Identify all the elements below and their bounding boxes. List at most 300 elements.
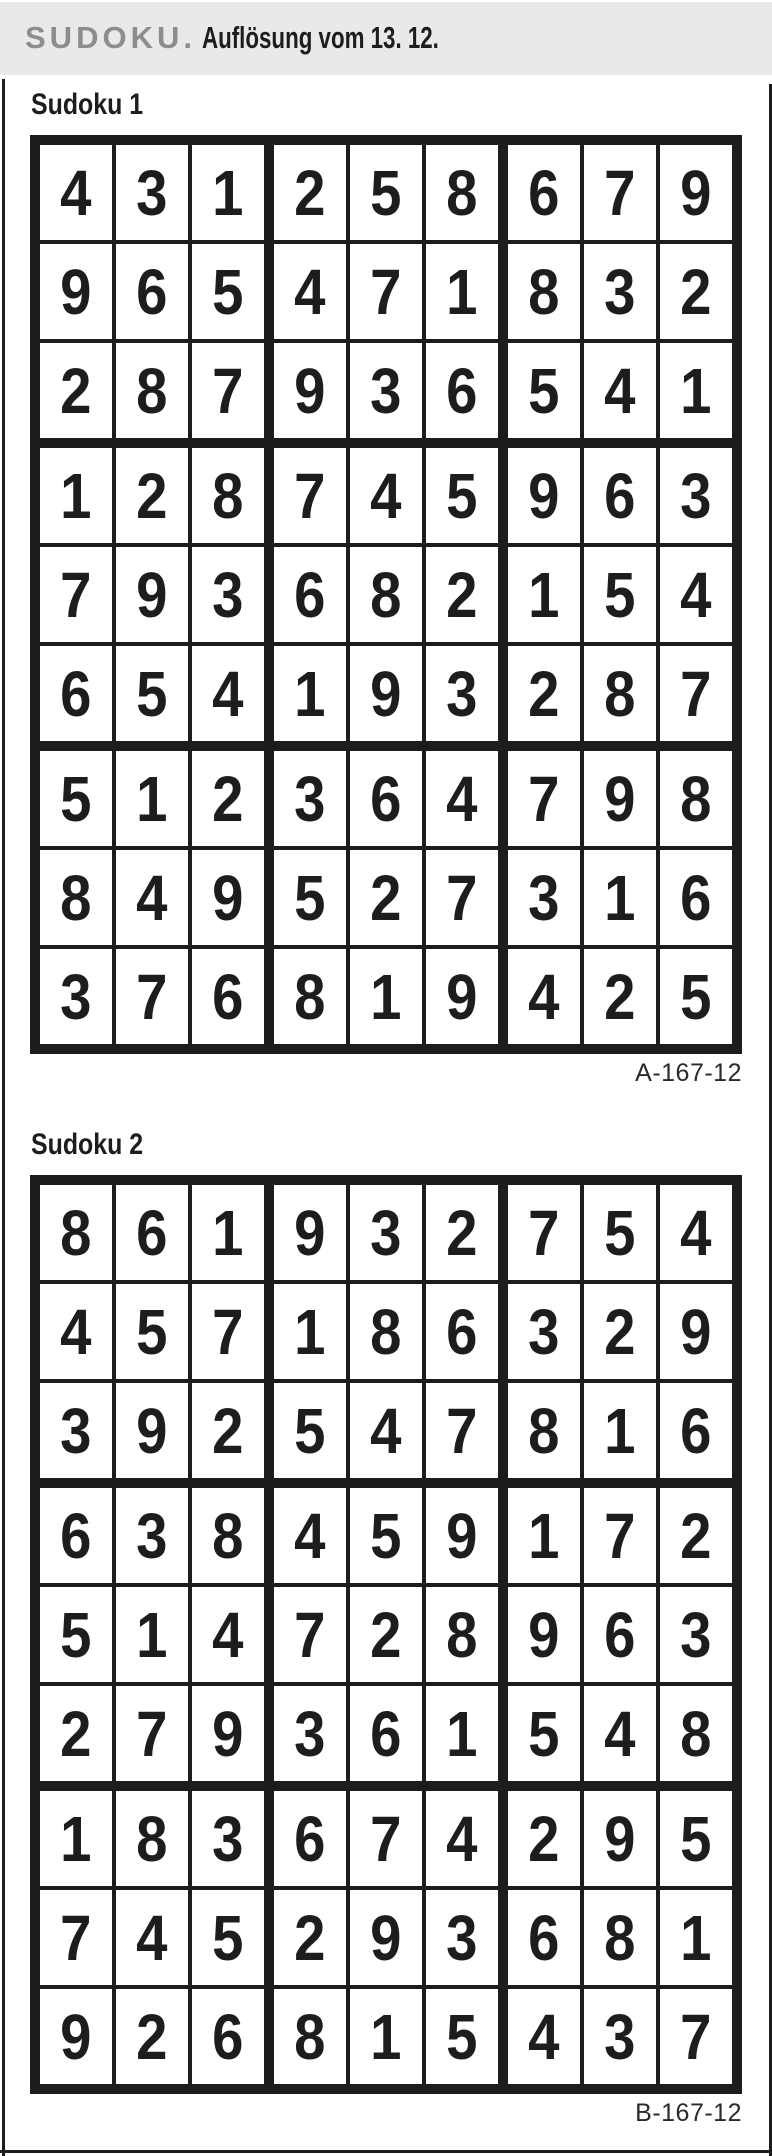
cell-digit: 9: [60, 255, 92, 328]
sudoku-cell: [660, 1185, 732, 1280]
cell-digit: 6: [446, 1295, 478, 1368]
sudoku-cell: [350, 1488, 422, 1583]
sudoku-cell: [660, 1686, 732, 1781]
sudoku-cell: [116, 343, 188, 438]
sudoku-cell: [584, 1989, 656, 2084]
sudoku-cell: [350, 751, 422, 846]
sudoku-block: [40, 751, 264, 1044]
sudoku-cell: [274, 244, 346, 339]
sudoku-cell: [192, 1890, 264, 1985]
sudoku-grid-2: [30, 1175, 742, 2094]
cell-digit: 2: [604, 960, 636, 1033]
cell-digit: 3: [294, 1697, 326, 1770]
sudoku-block: [40, 448, 264, 741]
cell-digit: 2: [680, 1499, 712, 1572]
sudoku-cell: [192, 448, 264, 543]
sudoku-cell: [426, 1488, 498, 1583]
cell-digit: 1: [212, 1196, 244, 1269]
cell-digit: 9: [212, 861, 244, 934]
cell-digit: 7: [136, 1697, 168, 1770]
sudoku-cell: [660, 1284, 732, 1379]
sudoku-block: [508, 448, 732, 741]
cell-digit: 5: [294, 1394, 326, 1467]
sudoku-cell: [584, 1686, 656, 1781]
sudoku-cell: [40, 1284, 112, 1379]
cell-digit: 3: [528, 1295, 560, 1368]
sudoku-cell: [350, 244, 422, 339]
sudoku-cell: [192, 145, 264, 240]
cell-digit: 7: [528, 1196, 560, 1269]
sudoku-cell: [116, 1284, 188, 1379]
sudoku-cell: [350, 1284, 422, 1379]
cell-digit: 3: [212, 1802, 244, 1875]
cell-digit: 8: [136, 1802, 168, 1875]
cell-digit: 6: [60, 1499, 92, 1572]
sudoku-cell: [40, 1890, 112, 1985]
sudoku-cell: [426, 949, 498, 1044]
sudoku-cell: [40, 1686, 112, 1781]
cell-digit: 3: [604, 2000, 636, 2073]
sudoku-cell: [508, 244, 580, 339]
sudoku-cell: [660, 751, 732, 846]
cell-digit: 1: [212, 156, 244, 229]
cell-digit: 2: [446, 1196, 478, 1269]
sudoku-cell: [274, 751, 346, 846]
sudoku-block: [508, 1488, 732, 1781]
sudoku-cell: [584, 1284, 656, 1379]
cell-digit: 1: [446, 255, 478, 328]
cell-digit: 1: [294, 657, 326, 730]
sudoku-cell: [660, 448, 732, 543]
cell-digit: 5: [136, 1295, 168, 1368]
solution-headline: Auflösung vom 13. 12.: [201, 20, 439, 55]
cell-digit: 2: [370, 1598, 402, 1671]
cell-digit: 2: [136, 2000, 168, 2073]
cell-digit: 7: [680, 2000, 712, 2073]
sudoku-cell: [192, 1989, 264, 2084]
sudoku-cell: [584, 145, 656, 240]
cell-digit: 8: [370, 558, 402, 631]
cell-digit: 6: [528, 1901, 560, 1974]
cell-digit: 9: [528, 459, 560, 532]
cell-digit: 9: [136, 1394, 168, 1467]
cell-digit: 5: [604, 1196, 636, 1269]
sudoku-cell: [40, 448, 112, 543]
sudoku-cell: [426, 1989, 498, 2084]
cell-digit: 3: [370, 1196, 402, 1269]
cell-digit: 7: [136, 960, 168, 1033]
sudoku-cell: [426, 145, 498, 240]
sudoku-cell: [350, 1791, 422, 1886]
sudoku-cell: [508, 1284, 580, 1379]
cell-digit: 6: [370, 762, 402, 835]
cell-digit: 9: [604, 762, 636, 835]
cell-digit: 3: [446, 1901, 478, 1974]
cell-digit: 8: [446, 156, 478, 229]
cell-digit: 2: [136, 459, 168, 532]
cell-digit: 9: [446, 960, 478, 1033]
sudoku-cell: [274, 145, 346, 240]
page-title: [25, 22, 531, 53]
cell-digit: 9: [370, 1901, 402, 1974]
sudoku-cell: [274, 646, 346, 741]
cell-digit: 3: [528, 861, 560, 934]
sudoku-block: [274, 145, 498, 438]
cell-digit: 2: [370, 861, 402, 934]
cell-digit: 8: [680, 1697, 712, 1770]
sudoku-cell: [192, 1686, 264, 1781]
sudoku-cell: [584, 343, 656, 438]
sudoku-cell: [584, 1890, 656, 1985]
sudoku-cell: [40, 646, 112, 741]
sudoku-cell: [660, 343, 732, 438]
sudoku-cell: [350, 1686, 422, 1781]
sudoku-cell: [584, 1383, 656, 1478]
sudoku-cell: [426, 1587, 498, 1682]
cell-digit: 2: [604, 1295, 636, 1368]
sudoku-cell: [508, 949, 580, 1044]
sudoku-cell: [350, 1185, 422, 1280]
cell-digit: 1: [60, 1802, 92, 1875]
header-bar: [0, 2, 772, 75]
cell-digit: 9: [446, 1499, 478, 1572]
sudoku-cell: [350, 547, 422, 642]
sudoku-cell: [274, 1791, 346, 1886]
sudoku-cell: [426, 850, 498, 945]
cell-digit: 3: [136, 1499, 168, 1572]
sudoku-cell: [584, 1791, 656, 1886]
cell-digit: 6: [604, 1598, 636, 1671]
cell-digit: 7: [446, 1394, 478, 1467]
cell-digit: 1: [680, 1901, 712, 1974]
cell-digit: 3: [60, 960, 92, 1033]
cell-digit: 5: [60, 762, 92, 835]
sudoku-cell: [274, 1686, 346, 1781]
cell-digit: 1: [60, 459, 92, 532]
cell-digit: 5: [680, 1802, 712, 1875]
sudoku-cell: [660, 1488, 732, 1583]
cell-digit: 8: [212, 459, 244, 532]
cell-digit: 4: [446, 762, 478, 835]
cell-digit: 9: [136, 558, 168, 631]
sudoku-cell: [40, 145, 112, 240]
cell-digit: 7: [212, 354, 244, 427]
sudoku-cell: [192, 1383, 264, 1478]
sudoku-cell: [116, 949, 188, 1044]
sudoku-cell: [274, 448, 346, 543]
sudoku-cell: [274, 1284, 346, 1379]
sudoku-cell: [350, 1383, 422, 1478]
cell-digit: 1: [136, 762, 168, 835]
cell-digit: 4: [294, 1499, 326, 1572]
cell-digit: 4: [528, 960, 560, 1033]
column-rule-left: [2, 79, 5, 2156]
sudoku-cell: [584, 1185, 656, 1280]
cell-digit: 4: [370, 459, 402, 532]
cell-digit: 7: [604, 1499, 636, 1572]
cell-digit: 5: [446, 459, 478, 532]
cell-digit: 3: [446, 657, 478, 730]
sudoku-cell: [116, 751, 188, 846]
cell-digit: 4: [212, 657, 244, 730]
cell-digit: 2: [446, 558, 478, 631]
cell-digit: 7: [60, 558, 92, 631]
sudoku-cell: [192, 751, 264, 846]
cell-digit: 4: [528, 2000, 560, 2073]
sudoku-cell: [660, 547, 732, 642]
cell-digit: 7: [604, 156, 636, 229]
sudoku-block: [40, 1791, 264, 2084]
sudoku-cell: [40, 1185, 112, 1280]
sudoku-cell: [192, 1284, 264, 1379]
column-rule-bottom: [0, 2150, 772, 2153]
cell-digit: 3: [60, 1394, 92, 1467]
sudoku-block: [508, 1185, 732, 1478]
cell-digit: 5: [370, 1499, 402, 1572]
cell-digit: 7: [212, 1295, 244, 1368]
cell-digit: 2: [212, 762, 244, 835]
cell-digit: 7: [60, 1901, 92, 1974]
cell-digit: 4: [680, 1196, 712, 1269]
sudoku-cell: [426, 1383, 498, 1478]
cell-digit: 1: [528, 558, 560, 631]
sudoku-cell: [660, 1989, 732, 2084]
sudoku-cell: [116, 244, 188, 339]
sudoku-cell: [508, 751, 580, 846]
cell-digit: 2: [680, 255, 712, 328]
cell-digit: 4: [680, 558, 712, 631]
sudoku-cell: [116, 646, 188, 741]
cell-digit: 9: [680, 156, 712, 229]
sudoku-2-caption: B-167-12: [635, 2099, 742, 2127]
cell-digit: 8: [528, 255, 560, 328]
cell-digit: 8: [212, 1499, 244, 1572]
cell-digit: 6: [60, 657, 92, 730]
sudoku-cell: [192, 1185, 264, 1280]
sudoku-cell: [660, 949, 732, 1044]
sudoku-cell: [192, 1587, 264, 1682]
cell-digit: 2: [60, 1697, 92, 1770]
sudoku-block: [508, 751, 732, 1044]
sudoku-1-caption: A-167-12: [635, 1059, 742, 1087]
sudoku-cell: [40, 343, 112, 438]
cell-digit: 4: [60, 156, 92, 229]
cell-digit: 8: [294, 960, 326, 1033]
sudoku-cell: [274, 1587, 346, 1682]
sudoku-cell: [116, 1488, 188, 1583]
cell-digit: 9: [212, 1697, 244, 1770]
cell-digit: 8: [446, 1598, 478, 1671]
sudoku-cell: [508, 1185, 580, 1280]
sudoku-cell: [116, 547, 188, 642]
sudoku-cell: [508, 1791, 580, 1886]
cell-digit: 7: [370, 1802, 402, 1875]
sudoku-cell: [508, 145, 580, 240]
cell-digit: 4: [446, 1802, 478, 1875]
sudoku-cell: [40, 850, 112, 945]
sudoku-cell: [192, 949, 264, 1044]
sudoku-cell: [274, 850, 346, 945]
cell-digit: 6: [680, 1394, 712, 1467]
sudoku-cell: [426, 646, 498, 741]
cell-digit: 8: [604, 657, 636, 730]
sudoku-cell: [660, 1890, 732, 1985]
sudoku-cell: [350, 1989, 422, 2084]
sudoku-cell: [192, 547, 264, 642]
sudoku-cell: [350, 448, 422, 543]
sudoku-cell: [116, 850, 188, 945]
cell-digit: 4: [212, 1598, 244, 1671]
sudoku-cell: [660, 1587, 732, 1682]
sudoku-cell: [350, 1890, 422, 1985]
sudoku-cell: [426, 244, 498, 339]
cell-digit: 2: [294, 1901, 326, 1974]
sudoku-block: [40, 1185, 264, 1478]
sudoku-cell: [508, 646, 580, 741]
sudoku-cell: [192, 850, 264, 945]
sudoku-cell: [350, 145, 422, 240]
sudoku-cell: [274, 1383, 346, 1478]
sudoku-cell: [426, 343, 498, 438]
sudoku-cell: [116, 1185, 188, 1280]
sudoku-cell: [274, 1488, 346, 1583]
cell-digit: 2: [294, 156, 326, 229]
sudoku-cell: [116, 1989, 188, 2084]
sudoku-cell: [426, 547, 498, 642]
sudoku-cell: [426, 1791, 498, 1886]
sudoku-cell: [426, 1686, 498, 1781]
sudoku-cell: [426, 1284, 498, 1379]
sudoku-cell: [192, 343, 264, 438]
cell-digit: 8: [60, 861, 92, 934]
cell-digit: 5: [528, 1697, 560, 1770]
sudoku-cell: [508, 343, 580, 438]
sudoku-cell: [508, 448, 580, 543]
sudoku-cell: [584, 646, 656, 741]
cell-digit: 1: [370, 960, 402, 1033]
cell-digit: 3: [136, 156, 168, 229]
cell-digit: 6: [294, 1802, 326, 1875]
cell-digit: 6: [212, 2000, 244, 2073]
sudoku-cell: [584, 850, 656, 945]
cell-digit: 5: [212, 255, 244, 328]
sudoku-cell: [350, 949, 422, 1044]
brand-label: SUDOKU.: [25, 20, 196, 55]
cell-digit: 8: [136, 354, 168, 427]
sudoku-cell: [660, 1791, 732, 1886]
cell-digit: 2: [528, 657, 560, 730]
cell-digit: 9: [294, 1196, 326, 1269]
cell-digit: 7: [370, 255, 402, 328]
cell-digit: 2: [60, 354, 92, 427]
sudoku-cell: [508, 1686, 580, 1781]
sudoku-cell: [40, 1383, 112, 1478]
cell-digit: 6: [680, 861, 712, 934]
sudoku-cell: [350, 646, 422, 741]
cell-digit: 3: [680, 459, 712, 532]
sudoku-block: [274, 1791, 498, 2084]
sudoku-cell: [350, 850, 422, 945]
cell-digit: 2: [212, 1394, 244, 1467]
sudoku-cell: [116, 1686, 188, 1781]
cell-digit: 5: [370, 156, 402, 229]
sudoku-cell: [40, 1989, 112, 2084]
sudoku-cell: [508, 547, 580, 642]
cell-digit: 1: [446, 1697, 478, 1770]
cell-digit: 8: [60, 1196, 92, 1269]
cell-digit: 6: [136, 1196, 168, 1269]
sudoku-cell: [192, 1488, 264, 1583]
sudoku-cell: [274, 949, 346, 1044]
cell-digit: 4: [370, 1394, 402, 1467]
sudoku-block: [274, 448, 498, 741]
cell-digit: 7: [528, 762, 560, 835]
cell-digit: 3: [604, 255, 636, 328]
sudoku-cell: [426, 448, 498, 543]
sudoku-grid-1: [30, 135, 742, 1054]
cell-digit: 9: [528, 1598, 560, 1671]
cell-digit: 4: [136, 861, 168, 934]
cell-digit: 4: [60, 1295, 92, 1368]
cell-digit: 8: [680, 762, 712, 835]
sudoku-cell: [116, 1587, 188, 1682]
sudoku-cell: [274, 1185, 346, 1280]
sudoku-1-label: Sudoku 1: [31, 88, 144, 121]
cell-digit: 5: [528, 354, 560, 427]
cell-digit: 4: [604, 1697, 636, 1770]
sudoku-cell: [508, 1587, 580, 1682]
sudoku-cell: [508, 1383, 580, 1478]
sudoku-cell: [660, 850, 732, 945]
sudoku-cell: [350, 343, 422, 438]
sudoku-cell: [40, 751, 112, 846]
cell-digit: 9: [680, 1295, 712, 1368]
cell-digit: 3: [294, 762, 326, 835]
sudoku-cell: [274, 1890, 346, 1985]
sudoku-cell: [116, 1791, 188, 1886]
sudoku-cell: [584, 949, 656, 1044]
sudoku-cell: [508, 1488, 580, 1583]
cell-digit: 2: [528, 1802, 560, 1875]
sudoku-cell: [40, 1791, 112, 1886]
sudoku-cell: [40, 244, 112, 339]
sudoku-cell: [40, 1488, 112, 1583]
cell-digit: 1: [680, 354, 712, 427]
cell-digit: 5: [60, 1598, 92, 1671]
sudoku-cell: [660, 244, 732, 339]
sudoku-block: [274, 1185, 498, 1478]
sudoku-cell: [116, 1383, 188, 1478]
cell-digit: 8: [294, 2000, 326, 2073]
sudoku-cell: [350, 1587, 422, 1682]
sudoku-cell: [584, 547, 656, 642]
sudoku-block: [274, 751, 498, 1044]
cell-digit: 5: [136, 657, 168, 730]
cell-digit: 6: [446, 354, 478, 427]
sudoku-cell: [660, 646, 732, 741]
cell-digit: 6: [294, 558, 326, 631]
cell-digit: 5: [604, 558, 636, 631]
cell-digit: 6: [528, 156, 560, 229]
cell-digit: 4: [604, 354, 636, 427]
sudoku-cell: [508, 1890, 580, 1985]
cell-digit: 8: [528, 1394, 560, 1467]
sudoku-block: [508, 1791, 732, 2084]
cell-digit: 6: [136, 255, 168, 328]
sudoku-cell: [40, 1587, 112, 1682]
cell-digit: 1: [136, 1598, 168, 1671]
cell-digit: 7: [446, 861, 478, 934]
